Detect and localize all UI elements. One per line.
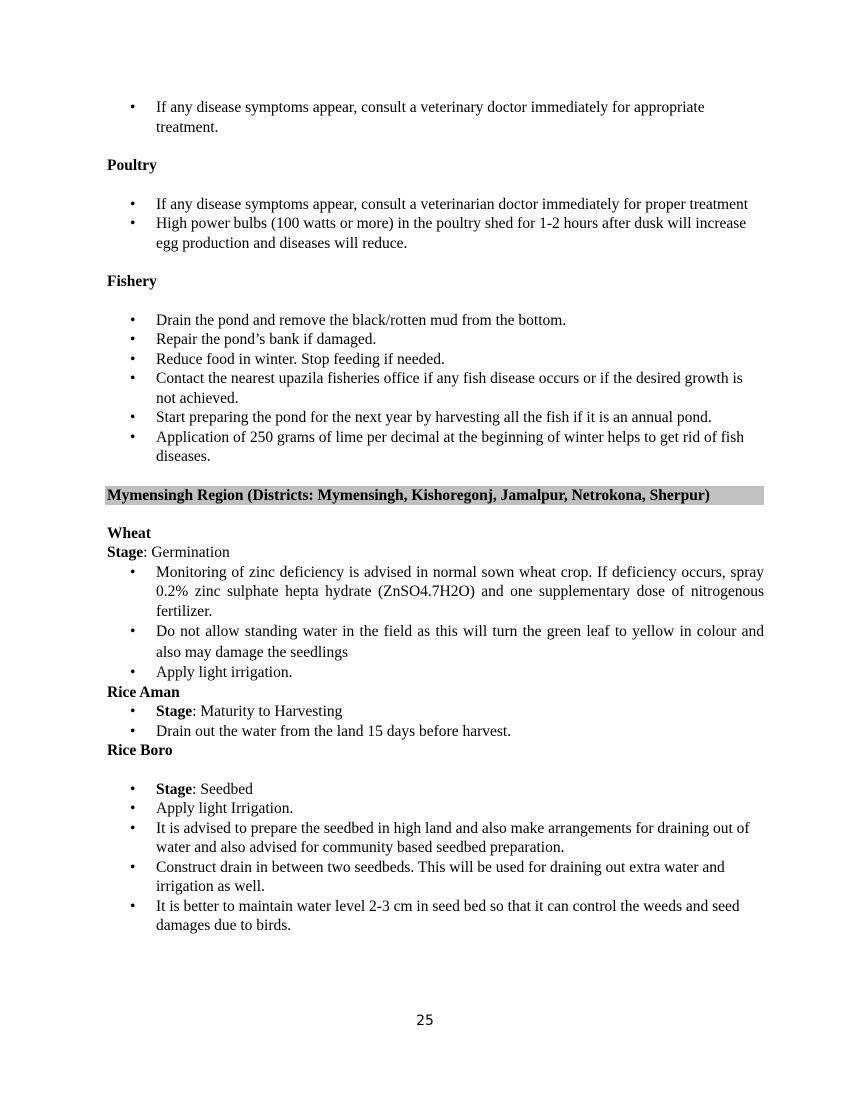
fishery-heading: Fishery bbox=[107, 273, 157, 290]
region-heading: Mymensingh Region (Districts: Mymensingh, Kishoregonj, Jamalpur, Netrokona, Sherpur) bbox=[105, 486, 764, 505]
list-item: • It is advised to prepare the seedbed in high land and also make arrangements for draining out of water and also advised for community based seedbed preparation. bbox=[107, 819, 764, 858]
wheat-stage bbox=[107, 543, 764, 563]
list-item: • Apply light Irrigation. bbox=[107, 799, 764, 819]
poultry-bullets bbox=[107, 195, 764, 254]
wheat-heading: Wheat bbox=[107, 524, 151, 542]
list-item: • Apply light irrigation. bbox=[107, 663, 764, 683]
rice-boro-bullets bbox=[107, 780, 764, 936]
rice-boro-heading: Rice Boro bbox=[107, 742, 173, 759]
list-item: • High power bulbs (100 watts or more) in the poultry shed for 1-2 hours after dusk will increase egg production and diseases will reduce. bbox=[107, 214, 764, 253]
wheat-bullets bbox=[107, 563, 764, 683]
list-item: • Repair the pond’s bank if damaged. bbox=[107, 330, 764, 350]
poultry-heading: Poultry bbox=[107, 157, 157, 174]
list-item: • Drain the pond and remove the black/rotten mud from the bottom. bbox=[107, 311, 764, 331]
stage-value: : Maturity to Harvesting bbox=[192, 703, 343, 720]
livestock-bullets bbox=[107, 98, 764, 137]
list-item: • It is better to maintain water level 2-3 cm in seed bed so that it can control the weeds and seed damages due to birds. bbox=[107, 897, 764, 936]
list-item: • If any disease symptoms appear, consult a veterinary doctor immediately for appropriate treatment. bbox=[107, 98, 764, 137]
list-item: • If any disease symptoms appear, consult a veterinarian doctor immediately for proper treatment bbox=[107, 195, 764, 215]
list-item: • Application of 250 grams of lime per decimal at the beginning of winter helps to get rid of fish diseases. bbox=[107, 428, 764, 467]
list-item: • Drain out the water from the land 15 days before harvest. bbox=[107, 722, 764, 742]
stage-value: : Seedbed bbox=[192, 780, 253, 798]
rice-aman-bullets bbox=[107, 702, 764, 741]
fishery-bullets bbox=[107, 311, 764, 467]
list-item: • Do not allow standing water in the field as this will turn the green leaf to yellow in colour and also may damage the seedlings bbox=[107, 621, 764, 663]
page-content bbox=[107, 98, 764, 936]
list-item: • Reduce food in winter. Stop feeding if needed. bbox=[107, 350, 764, 370]
list-item: • Monitoring of zinc deficiency is advised in normal sown wheat crop. If deficiency occurs, spray 0.2% zinc sulphate hepta hydrate (ZnSO4.7H2O) and one supplementary dose of nitrogenous fertilizer. bbox=[107, 563, 764, 622]
list-item: • Construct drain in between two seedbeds. This will be used for draining out extra water and irrigation as well. bbox=[107, 858, 764, 897]
rice-aman-heading: Rice Aman bbox=[107, 683, 180, 701]
page-number: 25 bbox=[416, 1013, 434, 1029]
stage-label: Stage bbox=[156, 703, 193, 720]
list-item bbox=[107, 702, 764, 722]
list-item bbox=[107, 780, 764, 800]
stage-value: : Germination bbox=[143, 544, 230, 561]
list-item: • Contact the nearest upazila fisheries office if any fish disease occurs or if the desired growth is not achieved. bbox=[107, 369, 764, 408]
list-item: • Start preparing the pond for the next year by harvesting all the fish if it is an annual pond. bbox=[107, 408, 764, 428]
stage-label: Stage bbox=[107, 544, 144, 561]
stage-label: Stage bbox=[156, 780, 193, 798]
